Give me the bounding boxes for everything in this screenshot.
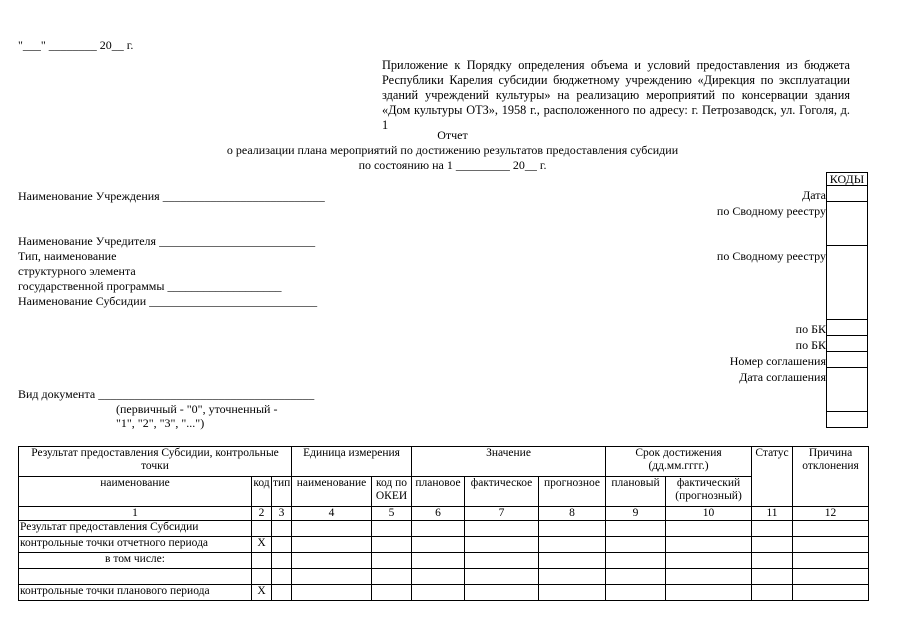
bk-label-2: по БК xyxy=(795,338,826,352)
doc-type-hint-2: "1", "2", "3", "...") xyxy=(116,416,205,430)
column-number: 2 xyxy=(252,507,272,521)
header-okei: код по ОКЕИ xyxy=(372,477,412,507)
code-cell-agreement-date xyxy=(826,368,868,412)
row-code: X xyxy=(252,537,272,553)
column-number: 5 xyxy=(372,507,412,521)
code-cell-registry-2 xyxy=(826,246,868,320)
appendix-text: Приложение к Порядку определения объема и условий предоставления из бюджета Республики Карелия субсидии бюджетному учреждению «Дирекция по эксплуатации зданий учреждений культуры» на реализацию мероприятий по консервации здания «Дом культуры ОТЗ», 1958 г., расположенного по адресу: г. Петрозаводск, ул. Гоголя, д. 1 xyxy=(382,58,850,132)
table-row xyxy=(19,569,869,585)
column-number: 4 xyxy=(292,507,372,521)
bk-label-1: по БК xyxy=(795,322,826,336)
date-line: "___" ________ 20__ г. xyxy=(18,38,134,52)
column-number: 11 xyxy=(752,507,793,521)
table-row xyxy=(19,585,869,601)
column-number: 8 xyxy=(539,507,606,521)
column-number: 7 xyxy=(465,507,539,521)
founder-field: Наименование Учредителя __________________________ xyxy=(18,234,316,248)
report-date-line: по состоянию на 1 _________ 20__ г. xyxy=(358,158,547,172)
row-code xyxy=(252,553,272,569)
code-cell-agreement-number xyxy=(826,352,868,368)
header-status: Статус xyxy=(752,447,793,507)
subsidy-field: Наименование Субсидии ____________________________ xyxy=(18,294,318,308)
header-value: Значение xyxy=(412,447,606,477)
code-cell-bk-2 xyxy=(826,336,868,352)
row-code xyxy=(252,521,272,537)
header-deadline-fact: фактический (прогнозный) xyxy=(666,477,752,507)
row-code xyxy=(252,569,272,585)
codes-column xyxy=(826,172,868,428)
program-type-label-1: Тип, наименование xyxy=(18,249,117,263)
doc-type-field: Вид документа ____________________________________ xyxy=(18,387,315,401)
report-title: Отчет xyxy=(437,128,468,142)
row-name: в том числе: xyxy=(19,553,252,569)
agreement-number-label: Номер соглашения xyxy=(729,354,826,368)
registry-label-2: по Сводному реестру xyxy=(716,249,826,263)
header-fact: фактическое xyxy=(465,477,539,507)
table-row xyxy=(19,537,869,553)
header-reason: Причина отклонения xyxy=(793,447,869,507)
header-deadline: Срок достижения (дд.мм.гггг.) xyxy=(606,447,752,477)
header-plan: плановое xyxy=(412,477,465,507)
header-code: код xyxy=(252,477,272,507)
table-row xyxy=(19,521,869,537)
header-deadline-plan: плановый xyxy=(606,477,666,507)
code-cell-doc-type xyxy=(826,412,868,428)
program-type-field: государственной программы ___________________ xyxy=(18,279,282,293)
report-subtitle: о реализации плана мероприятий по достижению результатов предоставления субсидии xyxy=(226,143,679,157)
column-number: 9 xyxy=(606,507,666,521)
row-code: X xyxy=(252,585,272,601)
institution-field: Наименование Учреждения ___________________________ xyxy=(18,189,325,203)
code-cell-registry-1 xyxy=(826,202,868,246)
agreement-date-label: Дата соглашения xyxy=(739,370,826,384)
row-name: Результат предоставления Субсидии xyxy=(19,521,252,537)
header-unit-name: наименование xyxy=(292,477,372,507)
code-cell-bk-1 xyxy=(826,320,868,336)
header-name: наименование xyxy=(19,477,252,507)
column-number: 3 xyxy=(272,507,292,521)
header-result: Результат предоставления Субсидии, контрольные точки xyxy=(19,447,292,477)
column-number: 6 xyxy=(412,507,465,521)
row-name: контрольные точки отчетного периода xyxy=(19,537,252,553)
code-cell-date xyxy=(826,186,868,202)
column-numbers-row xyxy=(19,507,869,521)
header-type: тип xyxy=(272,477,292,507)
row-name xyxy=(19,569,252,585)
doc-type-hint-1: (первичный - "0", уточненный - xyxy=(116,402,278,416)
codes-header: КОДЫ xyxy=(826,172,868,186)
header-unit: Единица измерения xyxy=(292,447,412,477)
table-row xyxy=(19,553,869,569)
header-forecast: прогнозное xyxy=(539,477,606,507)
column-number: 1 xyxy=(19,507,252,521)
column-number: 12 xyxy=(793,507,869,521)
results-table xyxy=(18,446,869,601)
program-type-label-2: структурного элемента xyxy=(18,264,136,278)
row-name: контрольные точки планового периода xyxy=(19,585,252,601)
date-label: Дата xyxy=(802,188,826,202)
column-number: 10 xyxy=(666,507,752,521)
registry-label-1: по Сводному реестру xyxy=(716,204,826,218)
